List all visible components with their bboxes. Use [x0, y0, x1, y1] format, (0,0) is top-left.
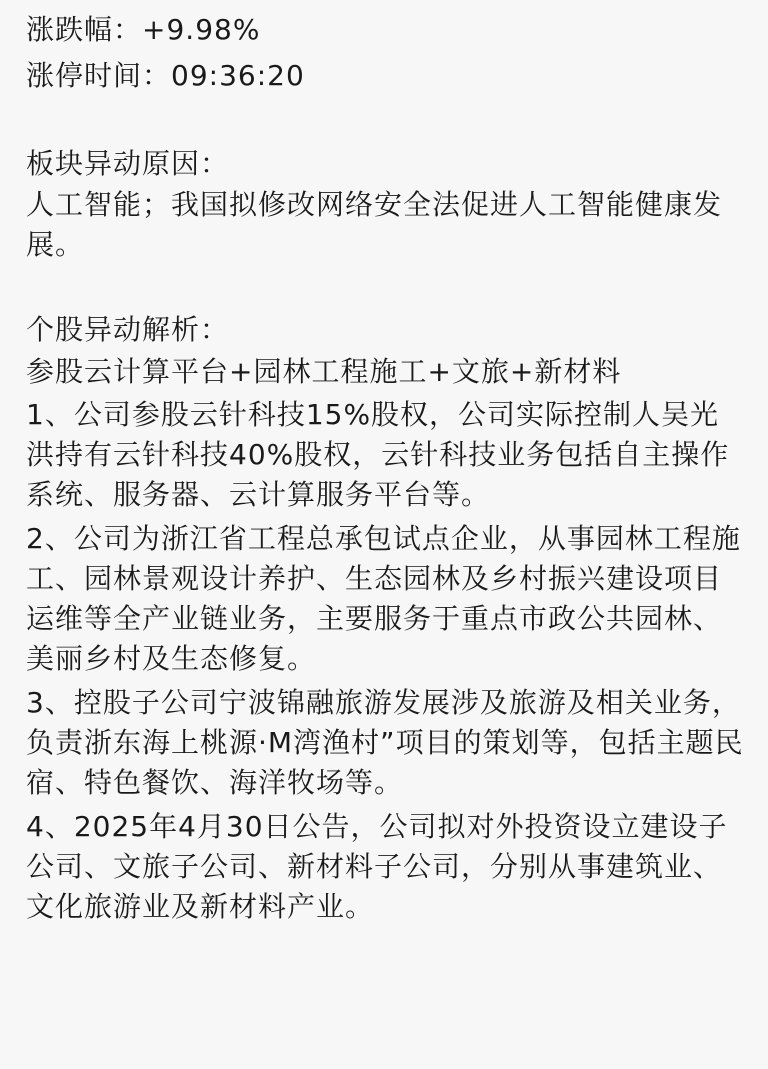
- sector-reason-heading: 板块异动原因：: [26, 147, 230, 180]
- spacer: [26, 265, 748, 311]
- sector-reason-text: 人工智能；我国拟修改网络安全法促进人工智能健康发展。: [26, 188, 723, 261]
- analysis-point-3: 3、控股子公司宁波锦融旅游发展涉及旅游及相关业务，负责浙东海上桃源·M湾渔村”项目的策划等，包括主题民宿、特色餐饮、海洋牧场等。: [26, 686, 744, 799]
- limit-up-time-row: [26, 57, 748, 95]
- analysis-point-4: 4、2025年4月30日公告，公司拟对外投资设立建设子公司、文旅子公司、新材料子公司，分别从事建筑业、文化旅游业及新材料产业。: [26, 810, 728, 923]
- price-change-label: 涨跌幅：: [26, 13, 143, 46]
- stock-analysis-document: [26, 11, 748, 927]
- analysis-point-1: 1、公司参股云针科技15%股权，公司实际控制人吴光洪持有云针科技40%股权，云针科技业务包括自主操作系统、服务器、云计算服务平台等。: [26, 398, 730, 511]
- limit-up-time-label: 涨停时间：: [26, 59, 172, 92]
- price-change-row: [26, 11, 748, 49]
- spacer: [26, 95, 748, 145]
- analysis-point-2: 2、公司为浙江省工程总承包试点企业，从事园林工程施工、园林景观设计养护、生态园林及乡村振兴建设项目运维等全产业链业务，主要服务于重点市政公共园林、美丽乡村及生态修复。: [26, 522, 741, 675]
- stock-summary: 参股云计算平台+园林工程施工+文旅+新材料: [26, 355, 622, 388]
- stock-analysis-heading: 个股异动解析：: [26, 313, 230, 346]
- price-change-value: +9.98%: [142, 13, 261, 46]
- limit-up-time-value: 09:36:20: [171, 59, 305, 92]
